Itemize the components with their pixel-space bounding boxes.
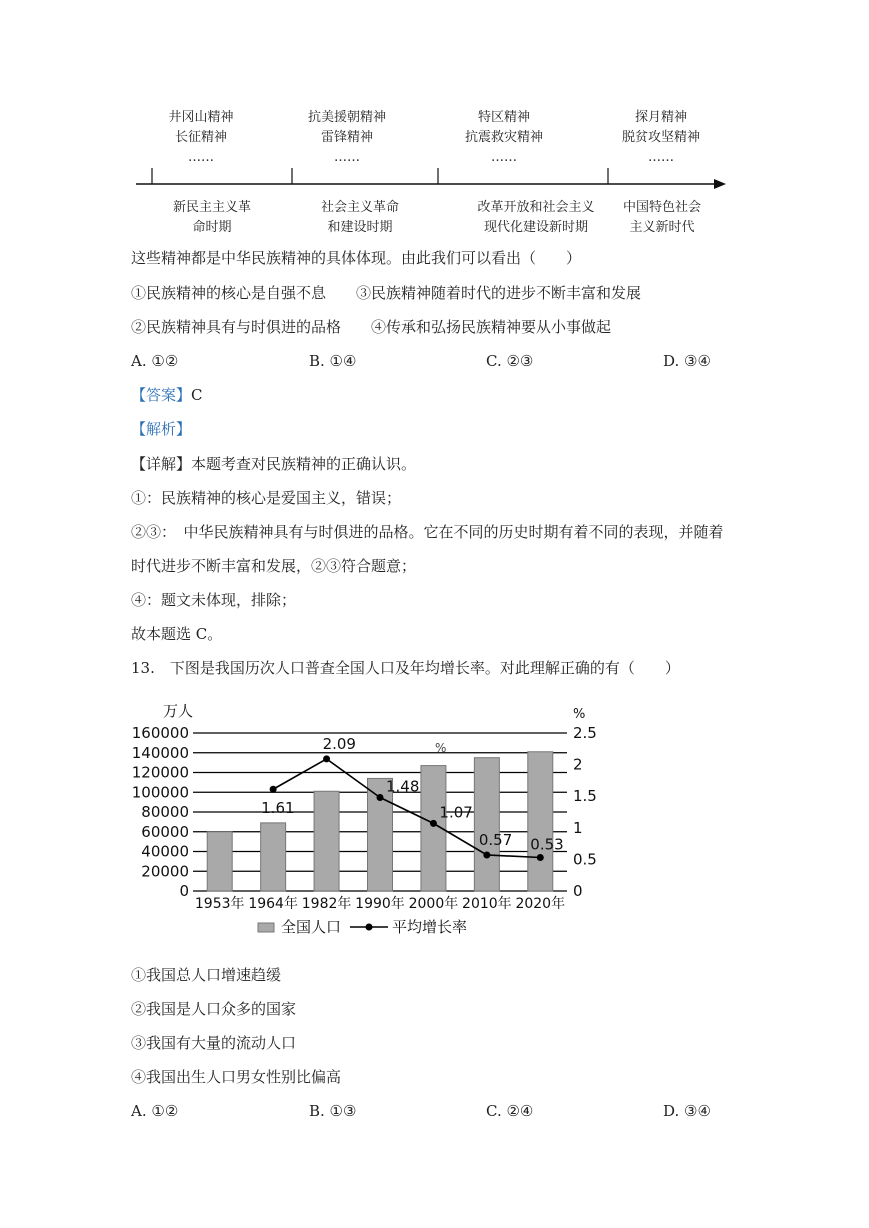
q12-option-b: B. ①④ — [309, 352, 357, 370]
q13-item-3: ③我国有大量的流动人口 — [131, 1034, 297, 1052]
period-line: 现代化建设新时期 — [483, 220, 588, 235]
spirit-line: 探月精神 — [634, 110, 687, 125]
growth-rate-point — [537, 854, 544, 861]
period-line: 主义新时代 — [629, 220, 695, 235]
left-tick-label: 60000 — [141, 822, 189, 841]
q12-explanation-3: 时代进步不断丰富和发展，②③符合题意； — [131, 557, 417, 575]
right-tick-label: 1 — [573, 818, 583, 837]
period-line: 和建设时期 — [327, 220, 393, 235]
x-tick-label: 2000年 — [408, 896, 459, 912]
ellipsis: …… — [491, 150, 517, 165]
left-tick-label: 40000 — [141, 842, 189, 861]
growth-rate-point — [323, 755, 330, 762]
timeline-spirits-3 — [444, 108, 564, 168]
left-axis-label: 万人 — [163, 702, 194, 720]
q13-stem: 13. 下图是我国历次人口普查全国人口及年均增长率。对此理解正确的有（ ） — [131, 659, 680, 677]
growth-rate-data-label: 0.57 — [478, 830, 513, 849]
analysis-tag: 【解析】 — [131, 420, 192, 438]
legend-line-marker — [366, 924, 373, 931]
q12-explanation-4: ④：题文未体现，排除； — [131, 591, 297, 609]
timeline-arrow-icon — [714, 179, 726, 189]
q13-item-1: ①我国总人口增速趋缓 — [131, 966, 282, 984]
q12-option-a: A. ①② — [131, 352, 179, 370]
legend-bar-label: 全国人口 — [281, 918, 342, 936]
q13-option-c: C. ②④ — [486, 1102, 534, 1120]
timeline-spirits-4 — [601, 108, 721, 168]
x-tick-label: 1964年 — [248, 896, 298, 912]
growth-rate-point — [270, 786, 277, 793]
q13-option-a: A. ①② — [131, 1102, 179, 1120]
q13-option-d: D. ③④ — [663, 1102, 711, 1120]
growth-rate-data-label: 1.07 — [439, 803, 473, 822]
q12-statements-row-1: ①民族精神的核心是自强不息 ③民族精神随着时代的进步不断丰富和发展 — [131, 284, 642, 302]
q12-detail: 【详解】本题考查对民族精神的正确认识。 — [131, 455, 417, 473]
population-bar — [474, 758, 499, 891]
q12-conclusion: 故本题选 C。 — [131, 625, 223, 643]
left-tick-label: 20000 — [141, 862, 189, 881]
x-tick-label: 2010年 — [462, 896, 512, 912]
q12-option-d: D. ③④ — [663, 352, 711, 370]
period-line: 命时期 — [192, 220, 232, 235]
period-line: 改革开放和社会主义 — [477, 200, 595, 215]
right-tick-label: 2.5 — [573, 724, 597, 742]
spirit-line: 特区精神 — [477, 110, 530, 125]
q13-item-2: ②我国是人口众多的国家 — [131, 1000, 297, 1018]
growth-rate-point — [430, 820, 437, 827]
ellipsis: …… — [648, 150, 674, 165]
growth-rate-data-label: 1.61 — [261, 799, 295, 818]
timeline-spirits-1 — [141, 108, 261, 168]
answer-value: C — [191, 386, 203, 404]
timeline-spirits-2 — [287, 108, 407, 168]
population-bar — [261, 823, 286, 891]
left-tick-label: 0 — [179, 882, 189, 900]
timeline-period-2 — [280, 198, 440, 238]
ellipsis: …… — [334, 150, 360, 165]
population-bar — [314, 791, 339, 891]
population-bar — [528, 752, 553, 891]
spirit-line: 井冈山精神 — [168, 110, 234, 125]
left-tick-label: 100000 — [131, 783, 189, 802]
q12-explanation-1: ①：民族精神的核心是爱国主义，错误； — [131, 489, 402, 507]
growth-rate-point — [377, 794, 384, 801]
left-tick-label: 160000 — [131, 724, 189, 742]
x-tick-label: 2020年 — [515, 896, 566, 912]
legend-line-label: 平均增长率 — [392, 918, 468, 936]
growth-rate-point — [483, 851, 490, 858]
q12-answer — [131, 385, 203, 405]
population-bar — [207, 832, 232, 891]
spirit-line: 抗美援朝精神 — [307, 110, 386, 125]
q13-option-b: B. ①③ — [309, 1102, 357, 1120]
spirit-line: 脱贫攻坚精神 — [621, 130, 700, 145]
left-tick-label: 120000 — [131, 763, 189, 782]
period-line: 新民主主义革 — [172, 200, 251, 215]
ellipsis: …… — [188, 150, 214, 165]
growth-rate-data-label: 1.48 — [386, 777, 420, 796]
right-tick-label: 0 — [573, 882, 583, 900]
spirit-line: 雷锋精神 — [320, 130, 373, 145]
right-tick-label: 1.5 — [573, 787, 597, 806]
x-tick-label: 1982年 — [301, 896, 352, 912]
timeline-period-4 — [582, 198, 742, 238]
q13-item-4: ④我国出生人口男女性别比偏高 — [131, 1068, 342, 1086]
timeline-axis — [130, 160, 730, 195]
period-line: 中国特色社会 — [622, 200, 701, 215]
spirit-line: 抗震救灾精神 — [464, 130, 543, 145]
period-line: 社会主义革命 — [320, 200, 399, 215]
right-tick-label: 2 — [573, 755, 583, 774]
q12-option-c: C. ②③ — [486, 352, 534, 370]
left-tick-label: 80000 — [141, 803, 189, 821]
q12-explanation-2: ②③： 中华民族精神具有与时俱进的品格。它在不同的历史时期有着不同的表现，并随着 — [131, 523, 724, 541]
x-tick-label: 1990年 — [355, 896, 405, 912]
growth-rate-data-label: 0.53 — [530, 835, 564, 854]
population-chart — [125, 698, 615, 943]
q12-statements-row-2: ②民族精神具有与时俱进的品格 ④传承和弘扬民族精神要从小事做起 — [131, 318, 612, 336]
right-axis-label: % — [573, 707, 586, 722]
q12-stem: 这些精神都是中华民族精神的具体体现。由此我们可以看出（ ） — [131, 249, 582, 267]
growth-rate-data-label: 2.09 — [322, 734, 356, 753]
answer-tag: 【答案】 — [131, 386, 192, 404]
inner-label: % — [435, 741, 447, 755]
spirit-line: 长征精神 — [174, 130, 227, 145]
legend-bar-swatch — [258, 923, 274, 932]
timeline-period-1 — [132, 198, 292, 238]
left-tick-label: 140000 — [131, 743, 189, 762]
right-tick-label: 0.5 — [573, 850, 597, 869]
x-tick-label: 1953年 — [194, 896, 245, 912]
